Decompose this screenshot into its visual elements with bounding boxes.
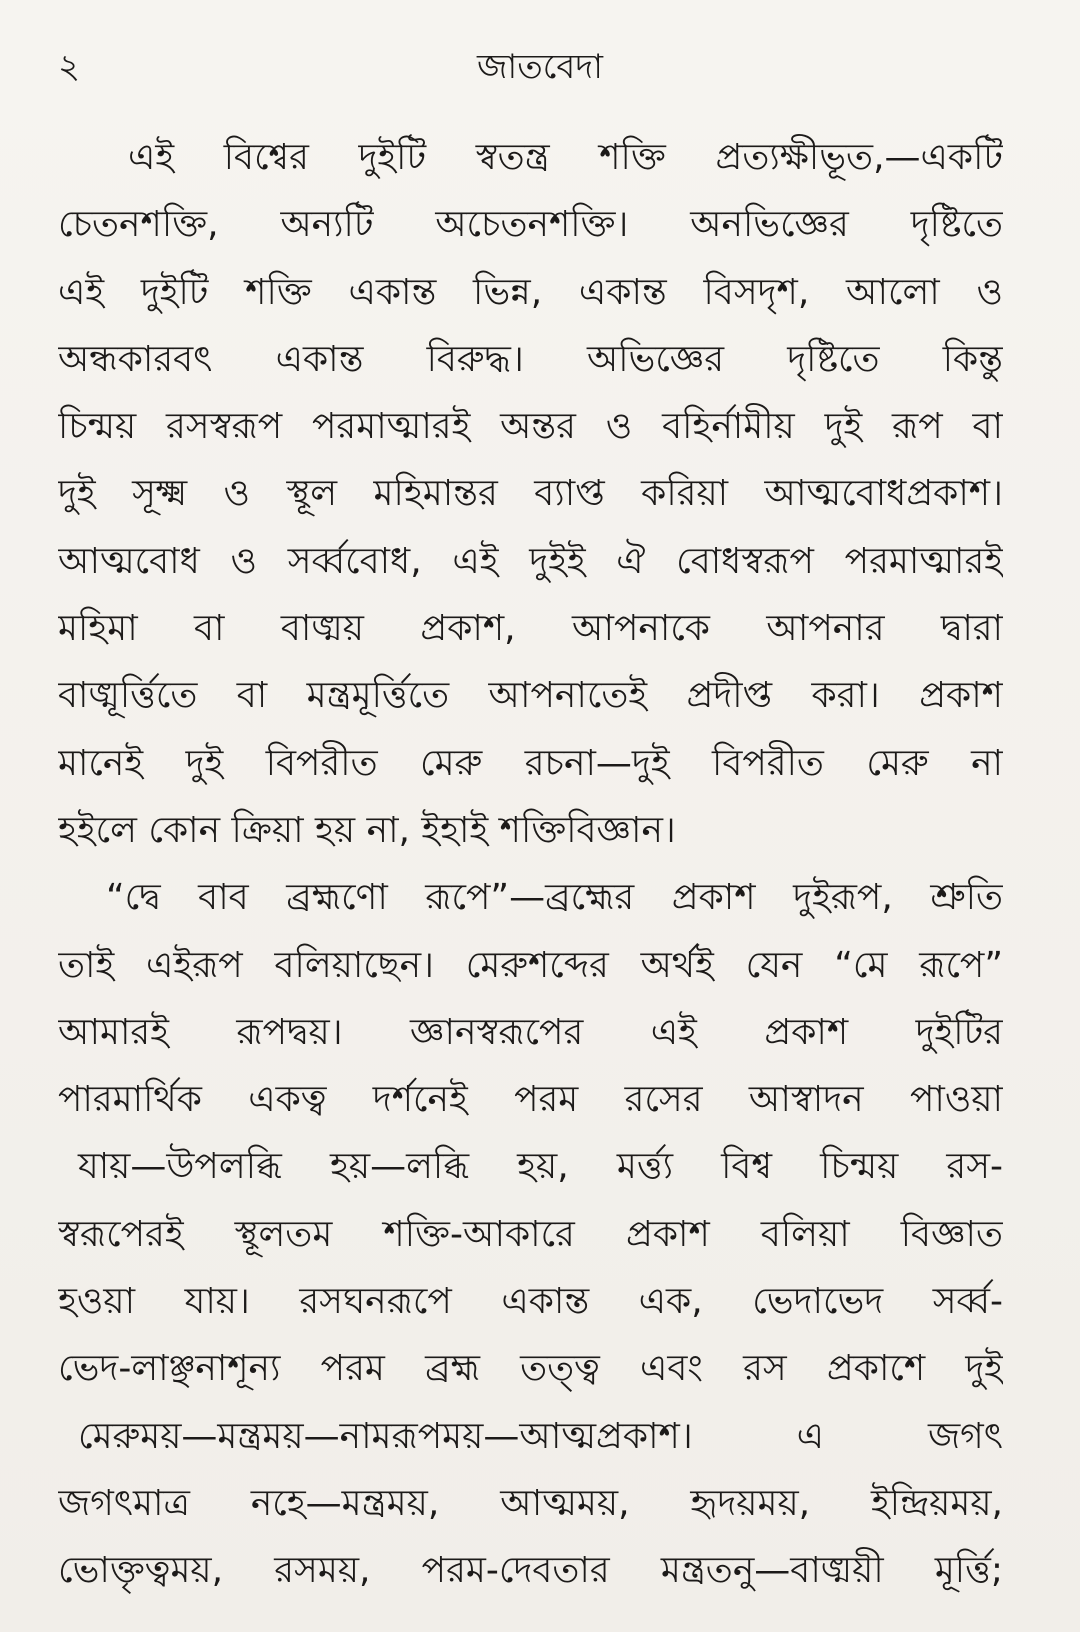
text-line: ভোক্তৃত্বময়, রসময়, পরম-দেবতার মন্ত্রতনু—বাঙ্ময়ী মূর্ত্তি; — [58, 1550, 1003, 1592]
text-line: মহিমা বা বাঙ্ময় প্রকাশ, আপনাকে আপনার দ্বারা — [58, 608, 1003, 650]
text-line: হইলে কোন ক্রিয়া হয় না, ইহাই শক্তিবিজ্ঞান। — [58, 809, 676, 851]
text-line: দুই সূক্ষ্ম ও স্থূল মহিমান্তর ব্যাপ্ত করিয়া আত্মবোধপ্রকাশ। — [58, 473, 1003, 515]
text-line: জগৎমাত্র নহে—মন্ত্রময়, আত্মময়, হৃদয়ময়, ইন্দ্রিয়ময়, — [58, 1482, 1003, 1524]
text-line: ভেদ-লাঞ্ছনাশূন্য পরম ব্রহ্ম তত্ত্ব এবং রস প্রকাশে দুই — [58, 1348, 1003, 1390]
text-line: যায়—উপলব্ধি হয়—লব্ধি হয়, মর্ত্ত্য বিশ্ব চিন্ময় রস- — [78, 1146, 1003, 1188]
text-line: চিন্ময় রসস্বরূপ পরমাত্মারই অন্তর ও বহির্নামীয় দুই রূপ বা — [58, 406, 1003, 448]
text-line: “দ্বে বাব ব্রহ্মণো রূপে”—ব্রহ্মের প্রকাশ দুইরূপ, শ্রুতি — [106, 877, 1003, 919]
text-line: আমারই রূপদ্বয়। জ্ঞানস্বরূপের এই প্রকাশ দুইটির — [58, 1011, 1003, 1053]
text-line: হওয়া যায়। রসঘনরূপে একান্ত এক, ভেদাভেদ সর্ব্ব- — [58, 1281, 1003, 1323]
body-text — [58, 124, 1003, 1605]
text-line: বাঙ্মূর্ত্তিতে বা মন্ত্রমূর্ত্তিতে আপনাতেই প্রদীপ্ত করা। প্রকাশ — [58, 675, 1003, 717]
text-line: আত্মবোধ ও সর্ব্ববোধ, এই দুইই ঐ বোধস্বরূপ পরমাত্মারই — [58, 540, 1003, 582]
text-line: মেরুময়—মন্ত্রময়—নামরূপময়—আত্মপ্রকাশ। এ জগৎ — [78, 1415, 1003, 1457]
text-line: চেতনশক্তি, অন্যটি অচেতনশক্তি। অনভিজ্ঞের দৃষ্টিতে — [58, 204, 1003, 246]
text-line: স্বরূপেরই স্থূলতম শক্তি-আকারে প্রকাশ বলিয়া বিজ্ঞাত — [58, 1213, 1003, 1255]
running-title: জাতবেদা — [476, 47, 604, 87]
text-line: অন্ধকারবৎ একান্ত বিরুদ্ধ। অভিজ্ঞের দৃষ্টিতে কিন্তু — [58, 338, 1003, 380]
page-header — [0, 42, 1080, 92]
text-line: তাই এইরূপ বলিয়াছেন। মেরুশব্দের অর্থই যেন “মে রূপে” — [58, 944, 1003, 986]
text-line: মানেই দুই বিপরীত মেরু রচনা—দুই বিপরীত মেরু না — [58, 742, 1003, 784]
page-number: ২ — [58, 47, 81, 87]
text-line: এই দুইটি শক্তি একান্ত ভিন্ন, একান্ত বিসদৃশ, আলো ও — [58, 271, 1003, 313]
text-line: পারমার্থিক একত্ব দর্শনেই পরম রসের আস্বাদন পাওয়া — [58, 1079, 1003, 1121]
text-line: এই বিশ্বের দুইটি স্বতন্ত্র শক্তি প্রত্যক্ষীভূত,—একটি — [128, 137, 1003, 178]
